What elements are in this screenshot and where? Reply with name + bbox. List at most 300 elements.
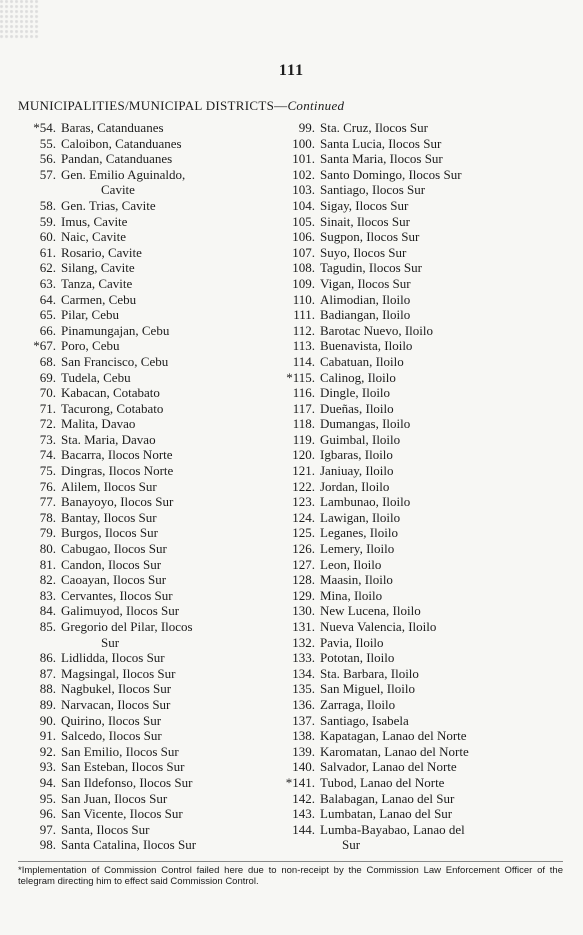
item-number: 82.: [39, 572, 56, 588]
list-item: [280, 479, 580, 495]
item-number: 119.: [292, 431, 315, 447]
item-name-text: Alilem, Ilocos Sur: [61, 478, 157, 494]
item-number: 80.: [39, 541, 56, 557]
item-name: [315, 759, 457, 775]
item-name-text: Santa Maria, Ilocos Sur: [320, 151, 443, 167]
item-number: 117.: [292, 400, 315, 416]
item-number: 71.: [39, 400, 56, 416]
item-number: 68.: [39, 353, 56, 369]
list-item: [280, 806, 580, 822]
item-name-text: Galimuyod, Ilocos Sur: [61, 603, 180, 619]
list-item: [280, 603, 580, 619]
item-name-text: Pototan, Iloilo: [320, 650, 395, 666]
item-name-text: San Francisco, Cebu: [61, 353, 169, 369]
item-name-text: Lumba-Bayabao, Lanao del: [320, 821, 465, 837]
item-number: 73.: [39, 431, 56, 447]
list-item: [24, 338, 254, 354]
item-name: [56, 214, 127, 230]
item-name-text: Igbaras, Iloilo: [320, 447, 393, 463]
item-number: 143.: [292, 806, 315, 822]
section-heading: [18, 98, 578, 114]
left-column-list: [24, 120, 254, 853]
item-name: [56, 510, 157, 526]
list-item: [280, 635, 580, 651]
item-name: [315, 463, 394, 479]
item-number: 84.: [39, 603, 56, 619]
item-name: [315, 214, 410, 230]
item-number: 64.: [39, 291, 56, 307]
item-number: 126.: [292, 541, 315, 557]
list-item: [280, 167, 580, 183]
item-name: [315, 385, 390, 401]
item-name: [56, 323, 169, 339]
item-name: [315, 479, 389, 495]
item-number: 121.: [292, 463, 315, 479]
item-name: [56, 572, 166, 588]
item-number: 109.: [292, 275, 315, 291]
list-item: [24, 588, 254, 604]
item-name: [56, 603, 179, 619]
item-number: 102.: [292, 166, 315, 182]
item-name-text: Santiago, Ilocos Sur: [320, 182, 426, 198]
item-name-text: Santo Domingo, Ilocos Sur: [320, 166, 462, 182]
item-number: 75.: [39, 463, 56, 479]
list-item: [24, 541, 254, 557]
item-number: 60.: [39, 229, 56, 245]
item-name: [56, 292, 136, 308]
item-name-text: Suyo, Ilocos Sur: [320, 244, 407, 260]
item-number: 97.: [39, 821, 56, 837]
item-name: [56, 432, 156, 448]
list-item: [280, 775, 580, 791]
item-name: [56, 260, 135, 276]
item-name-text: San Vicente, Ilocos Sur: [61, 806, 183, 822]
item-number: 99.: [298, 120, 315, 135]
item-number: 139.: [292, 743, 315, 759]
list-item: [24, 307, 254, 323]
list-item: [24, 791, 254, 807]
heading-text: MUNICIPALITIES/MUNICIPAL DISTRICTS—: [18, 98, 288, 113]
item-number: *54.: [33, 120, 56, 135]
item-number: 83.: [39, 587, 56, 603]
item-number: 69.: [39, 369, 56, 385]
item-name-text: Gregorio del Pilar, Ilocos: [61, 619, 193, 634]
item-name: [56, 775, 192, 791]
item-name: [315, 619, 436, 635]
list-item: [280, 744, 580, 760]
item-name: [56, 229, 126, 245]
item-name-text: Bantay, Ilocos Sur: [61, 509, 157, 525]
item-name: [56, 791, 167, 807]
item-name-text: Lidlidda, Ilocos Sur: [61, 650, 165, 666]
list-item: [280, 666, 580, 682]
item-name: [315, 229, 419, 245]
item-name-text: Tudela, Cebu: [61, 369, 131, 385]
item-number: 96.: [39, 806, 56, 822]
item-number: 134.: [292, 665, 315, 681]
item-name-text: Leganes, Iloilo: [320, 525, 398, 541]
item-name: [315, 713, 409, 729]
list-item: [280, 120, 580, 136]
item-name: [56, 245, 142, 261]
item-name-text: Maasin, Iloilo: [320, 572, 393, 588]
item-name-text: Cervantes, Ilocos Sur: [61, 587, 173, 603]
list-item: [280, 447, 580, 463]
item-name-continuation: Sur: [101, 634, 120, 650]
item-name-text: San Ildefonso, Ilocos Sur: [61, 774, 193, 790]
item-name: [56, 416, 135, 432]
item-name: [315, 198, 408, 214]
item-name: [315, 307, 410, 323]
list-item: [24, 525, 254, 541]
item-name-text: Balabagan, Lanao del Sur: [320, 790, 455, 806]
item-name-text: Candon, Ilocos Sur: [61, 556, 162, 572]
item-name-text: Buenavista, Iloilo: [320, 338, 413, 354]
item-name-text: Dueñas, Iloilo: [320, 400, 394, 416]
item-number: 55.: [39, 135, 56, 151]
item-name: [315, 292, 410, 308]
item-name: [56, 619, 193, 650]
item-name: [56, 541, 167, 557]
item-name-text: Badiangan, Iloilo: [320, 307, 411, 323]
item-number: 74.: [39, 447, 56, 463]
list-item: [280, 307, 580, 323]
list-item: [280, 557, 580, 573]
list-item: [24, 214, 254, 230]
item-name: [315, 744, 469, 760]
item-number: 104.: [292, 197, 315, 213]
item-name: [56, 136, 182, 152]
item-number: 101.: [292, 151, 315, 167]
footnote: *Implementation of Commission Control failed here due to non-receipt by the Commission Law Enforcement Officer of the telegram directing him to effect said Commission Control.: [18, 861, 563, 887]
list-item: [280, 182, 580, 198]
item-name-text: Mina, Iloilo: [320, 587, 383, 603]
item-number: 108.: [292, 260, 315, 276]
item-number: 56.: [39, 151, 56, 167]
item-name-text: Kapatagan, Lanao del Norte: [320, 728, 467, 744]
list-item: [24, 323, 254, 339]
item-name: [315, 354, 404, 370]
list-item: [280, 619, 580, 635]
list-item: [24, 385, 254, 401]
item-name-text: Malita, Davao: [61, 416, 136, 432]
list-item: [280, 541, 580, 557]
list-item: [280, 494, 580, 510]
list-item: [280, 681, 580, 697]
item-name-text: Santa Catalina, Ilocos Sur: [61, 837, 197, 853]
item-name: [315, 370, 396, 386]
item-number: 59.: [39, 213, 56, 229]
list-item: [280, 385, 580, 401]
item-name-text: Gen. Emilio Aguinaldo,: [61, 166, 186, 182]
item-number: 62.: [39, 260, 56, 276]
item-number: 79.: [39, 525, 56, 541]
item-name-text: San Esteban, Ilocos Sur: [61, 759, 185, 775]
item-name: [315, 136, 441, 152]
list-item: [280, 338, 580, 354]
list-item: [24, 557, 254, 573]
item-name: [315, 666, 419, 682]
item-name: [56, 588, 173, 604]
list-item: [280, 822, 580, 853]
list-item: [280, 229, 580, 245]
item-number: 129.: [292, 587, 315, 603]
item-name-text: Lumbatan, Lanao del Sur: [320, 806, 453, 822]
list-item: [24, 713, 254, 729]
item-name-text: Baras, Catanduanes: [61, 120, 164, 135]
list-item: [280, 713, 580, 729]
item-name: [315, 603, 421, 619]
item-name-text: Guimbal, Iloilo: [320, 431, 401, 447]
item-name-text: Barotac Nuevo, Iloilo: [320, 322, 433, 338]
item-name: [315, 775, 444, 791]
list-item: [280, 510, 580, 526]
item-name-text: San Miguel, Iloilo: [320, 681, 415, 697]
item-number: 88.: [39, 681, 56, 697]
list-item: [24, 728, 254, 744]
item-name: [56, 276, 132, 292]
item-number: 113.: [292, 338, 315, 354]
item-name-text: Jordan, Iloilo: [320, 478, 390, 494]
item-number: 107.: [292, 244, 315, 260]
item-number: *115.: [286, 369, 315, 385]
item-name-text: Sta. Maria, Davao: [61, 431, 156, 447]
list-item: [24, 572, 254, 588]
list-item: [24, 837, 254, 853]
item-name: [315, 557, 381, 573]
item-name-text: Cabatuan, Iloilo: [320, 353, 404, 369]
list-item: [24, 744, 254, 760]
item-name-text: Dingras, Ilocos Norte: [61, 463, 174, 479]
item-number: 103.: [292, 182, 315, 198]
item-name-text: Dumangas, Iloilo: [320, 416, 411, 432]
item-name: [56, 463, 173, 479]
list-item: [24, 697, 254, 713]
item-name: [56, 744, 179, 760]
list-item: [24, 136, 254, 152]
item-name: [315, 182, 425, 198]
item-number: 95.: [39, 790, 56, 806]
item-name-text: Santa Lucia, Ilocos Sur: [320, 135, 442, 151]
item-name-text: Lambunao, Iloilo: [320, 494, 411, 510]
list-item: [24, 151, 254, 167]
item-name: [56, 494, 173, 510]
list-item: [24, 603, 254, 619]
list-item: [24, 401, 254, 417]
item-name: [56, 370, 131, 386]
item-name-text: Calinog, Iloilo: [320, 369, 396, 385]
list-item: [280, 791, 580, 807]
list-item: [280, 697, 580, 713]
item-name: [56, 167, 185, 198]
item-number: 135.: [292, 681, 315, 697]
item-name-text: Magsingal, Ilocos Sur: [61, 665, 176, 681]
item-name: [56, 447, 173, 463]
item-name: [56, 120, 164, 136]
item-name: [56, 759, 184, 775]
item-number: 66.: [39, 322, 56, 338]
list-item: [280, 260, 580, 276]
item-number: 85.: [39, 619, 56, 634]
list-item: [24, 666, 254, 682]
item-number: 137.: [292, 712, 315, 728]
item-number: 78.: [39, 509, 56, 525]
item-name-text: Rosario, Cavite: [61, 244, 142, 260]
item-name: [56, 666, 175, 682]
item-name-text: San Juan, Ilocos Sur: [61, 790, 168, 806]
item-number: 142.: [292, 790, 315, 806]
item-name: [315, 167, 462, 183]
list-item: [24, 510, 254, 526]
list-item: [280, 572, 580, 588]
list-item: [280, 525, 580, 541]
list-item: [280, 136, 580, 152]
item-name-text: Silang, Cavite: [61, 260, 135, 276]
item-name-text: Kabacan, Cotabato: [61, 385, 160, 401]
item-name: [56, 307, 119, 323]
item-name: [56, 401, 163, 417]
item-name-continuation: Sur: [342, 837, 361, 853]
item-name-text: Nagbukel, Ilocos Sur: [61, 681, 172, 697]
item-name-text: Sugpon, Ilocos Sur: [320, 229, 420, 245]
item-name: [315, 572, 393, 588]
item-name-text: Lemery, Iloilo: [320, 541, 395, 557]
item-name-text: Imus, Cavite: [61, 213, 128, 229]
item-name-text: Sigay, Ilocos Sur: [320, 197, 409, 213]
item-number: 120.: [292, 447, 315, 463]
list-item: [280, 354, 580, 370]
item-name-text: Sinait, Ilocos Sur: [320, 213, 410, 229]
item-name-text: Pavia, Iloilo: [320, 634, 384, 650]
item-name: [315, 276, 411, 292]
list-item: [24, 494, 254, 510]
item-name-text: Pilar, Cebu: [61, 307, 119, 323]
item-name: [56, 198, 156, 214]
heading-continued: Continued: [287, 98, 345, 113]
item-name: [56, 525, 158, 541]
item-number: 114.: [292, 353, 315, 369]
list-item: [24, 432, 254, 448]
item-name: [56, 837, 196, 853]
item-name: [315, 588, 382, 604]
list-item: [280, 323, 580, 339]
item-name-text: Santiago, Isabela: [320, 712, 409, 728]
item-name: [56, 385, 160, 401]
item-number: 122.: [292, 478, 315, 494]
item-name: [56, 681, 171, 697]
item-name: [315, 791, 454, 807]
item-name-continuation: Cavite: [101, 182, 135, 198]
list-item: [280, 432, 580, 448]
item-name: [315, 151, 443, 167]
item-number: 81.: [39, 556, 56, 572]
list-item: [280, 214, 580, 230]
item-name-text: Tacurong, Cotabato: [61, 400, 164, 416]
item-number: 77.: [39, 494, 56, 510]
item-number: 118.: [292, 416, 315, 432]
list-item: [24, 775, 254, 791]
item-name: [315, 728, 467, 744]
item-name-text: Zarraga, Iloilo: [320, 696, 396, 712]
item-name-text: Salcedo, Ilocos Sur: [61, 728, 162, 744]
list-item: [24, 650, 254, 666]
list-item: [280, 292, 580, 308]
list-item: [24, 619, 254, 650]
item-name: [315, 120, 428, 136]
item-number: 90.: [39, 712, 56, 728]
item-number: 70.: [39, 385, 56, 401]
item-number: 76.: [39, 478, 56, 494]
item-name: [315, 525, 398, 541]
list-item: [280, 728, 580, 744]
item-number: 127.: [292, 556, 315, 572]
item-name-text: Naic, Cavite: [61, 229, 126, 245]
list-item: [24, 120, 254, 136]
item-name: [56, 697, 170, 713]
item-name-text: Narvacan, Ilocos Sur: [61, 696, 171, 712]
list-item: [280, 416, 580, 432]
item-name: [315, 541, 394, 557]
item-number: 111.: [293, 307, 315, 323]
item-name: [315, 494, 410, 510]
item-number: 63.: [39, 275, 56, 291]
list-item: [24, 479, 254, 495]
page-smudge: [0, 0, 40, 40]
list-item: [280, 151, 580, 167]
item-number: 112.: [292, 322, 315, 338]
item-name-text: Tanza, Cavite: [61, 275, 133, 291]
item-name-text: Bacarra, Ilocos Norte: [61, 447, 173, 463]
item-name-text: Pinamungajan, Cebu: [61, 322, 170, 338]
item-number: 106.: [292, 229, 315, 245]
item-name: [56, 728, 162, 744]
item-name: [315, 822, 465, 853]
item-number: 116.: [292, 385, 315, 401]
item-number: 72.: [39, 416, 56, 432]
item-number: 125.: [292, 525, 315, 541]
item-name: [315, 416, 410, 432]
item-name-text: Santa, Ilocos Sur: [61, 821, 150, 837]
item-name-text: Cabugao, Ilocos Sur: [61, 541, 167, 557]
list-item: [24, 354, 254, 370]
item-name-text: Alimodian, Iloilo: [320, 291, 411, 307]
item-number: 110.: [292, 291, 315, 307]
item-name-text: Tubod, Lanao del Norte: [320, 774, 445, 790]
item-number: 144.: [292, 821, 315, 837]
item-name: [56, 338, 120, 354]
list-item: [280, 198, 580, 214]
item-number: 131.: [292, 619, 315, 634]
item-name-text: Carmen, Cebu: [61, 291, 137, 307]
item-number: 98.: [39, 837, 56, 853]
item-number: 93.: [39, 759, 56, 775]
list-item: [24, 245, 254, 261]
list-item: [24, 292, 254, 308]
item-name-text: Burgos, Ilocos Sur: [61, 525, 158, 541]
item-number: 87.: [39, 665, 56, 681]
item-name-text: Janiuay, Iloilo: [320, 463, 394, 479]
item-name-text: Pandan, Catanduanes: [61, 151, 173, 167]
item-number: 133.: [292, 650, 315, 666]
item-name-text: Sta. Barbara, Iloilo: [320, 665, 419, 681]
item-number: 138.: [292, 728, 315, 744]
item-number: 89.: [39, 696, 56, 712]
item-name-text: Lawigan, Iloilo: [320, 509, 401, 525]
item-name: [56, 822, 149, 838]
item-name: [315, 260, 422, 276]
item-name-text: Leon, Iloilo: [320, 556, 382, 572]
item-name: [315, 338, 412, 354]
